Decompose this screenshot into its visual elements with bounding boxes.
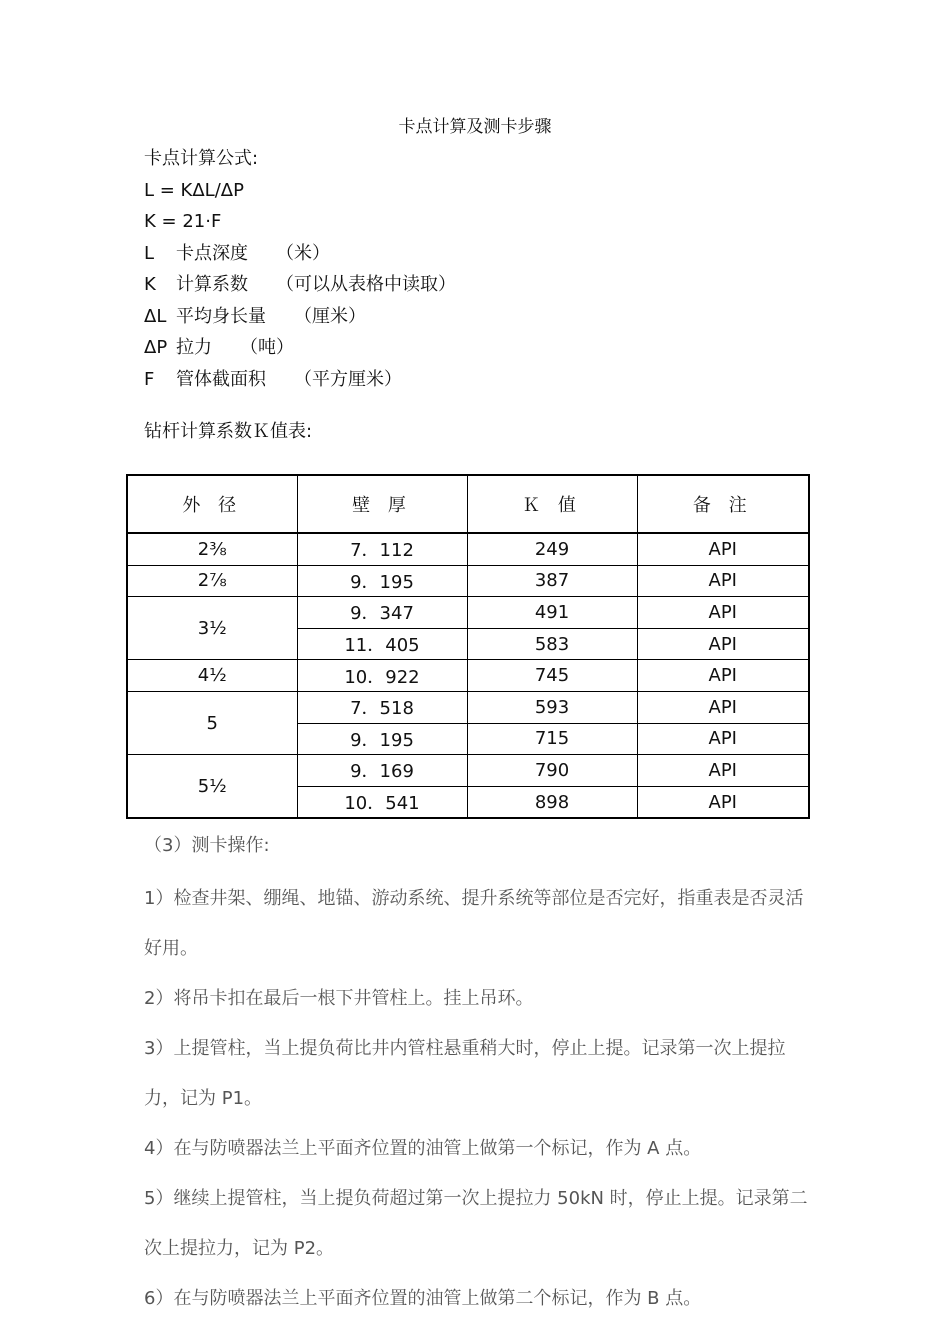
definition-symbol: ΔL [144, 305, 167, 327]
header-wall-thickness: 壁 厚 [297, 475, 467, 533]
definition-name: 平均身长量 [176, 305, 266, 327]
step-item: 6）在与防喷器法兰上平面齐位置的油管上做第二个标记，作为 B 点。 [144, 1288, 702, 1309]
cell-wall-thickness: 7．518 [297, 691, 467, 723]
definition-name: 卡点深度 [176, 242, 248, 264]
definition-symbol: ΔP [144, 337, 168, 358]
cell-remarks: API [637, 755, 809, 787]
cell-outer-diameter: 5½ [127, 755, 297, 819]
definition-row [144, 238, 824, 270]
cell-wall-thickness: 9．347 [297, 597, 467, 629]
cell-wall-thickness: 10．922 [297, 660, 467, 692]
definition-symbol: L [144, 242, 155, 264]
step-item: 2）将吊卡扣在最后一根下井管柱上。挂上吊环。 [144, 988, 534, 1009]
table-row [127, 755, 809, 787]
header-k-value: Ｋ 值 [467, 475, 637, 533]
header-remarks: 备 注 [637, 475, 809, 533]
definition-row [144, 301, 824, 333]
table-header-row [127, 475, 809, 533]
cell-wall-thickness: 9．195 [297, 565, 467, 597]
cell-remarks: API [637, 691, 809, 723]
table-caption: 钻杆计算系数Ｋ值表: [144, 421, 313, 442]
definition-unit: （米） [276, 242, 330, 264]
cell-k-value: 745 [467, 660, 637, 692]
cell-outer-diameter: 2⅞ [127, 565, 297, 597]
definition-symbol: K [144, 274, 156, 295]
definition-name: 管体截面积 [176, 368, 266, 390]
cell-k-value: 790 [467, 755, 637, 787]
cell-remarks: API [637, 597, 809, 629]
formula-heading: 卡点计算公式: [144, 148, 259, 169]
cell-remarks: API [637, 533, 809, 565]
cell-k-value: 898 [467, 786, 637, 818]
cell-remarks: API [637, 565, 809, 597]
steps-heading: （3）测卡操作: [144, 835, 270, 856]
definition-row [144, 364, 824, 396]
cell-wall-thickness: 9．169 [297, 755, 467, 787]
definition-unit: （吨） [240, 337, 294, 358]
cell-wall-thickness: 7．112 [297, 533, 467, 565]
cell-remarks: API [637, 786, 809, 818]
cell-k-value: 593 [467, 691, 637, 723]
table-row [127, 660, 809, 692]
definition-unit: （平方厘米） [294, 368, 402, 390]
step-item: 3）上提管柱，当上提负荷比井内管柱悬重稍大时，停止上提。记录第一次上提拉力，记为 P1。 [144, 1038, 786, 1109]
step-item: 4）在与防喷器法兰上平面齐位置的油管上做第一个标记，作为 A 点。 [144, 1138, 702, 1159]
header-outer-diameter: 外 径 [127, 475, 297, 533]
step-item: 1）检查井架、绷绳、地锚、游动系统、提升系统等部位是否完好，指重表是否灵活好用。 [144, 888, 804, 959]
step-item: 5）继续上提管柱，当上提负荷超过第一次上提拉力 50kN 时，停止上提。记录第二次上提拉力，记为 P2。 [144, 1188, 808, 1259]
cell-outer-diameter: 2⅜ [127, 533, 297, 565]
formula-stuck-point: L = KΔL/ΔP [144, 179, 244, 201]
definition-name: 计算系数 [176, 274, 248, 295]
cell-k-value: 491 [467, 597, 637, 629]
formula-coefficient: K = 21·F [144, 211, 222, 232]
table-row [127, 533, 809, 565]
definition-symbol: F [144, 368, 155, 390]
cell-k-value: 249 [467, 533, 637, 565]
definition-row [144, 269, 824, 301]
formula-section [144, 143, 824, 395]
cell-k-value: 387 [467, 565, 637, 597]
cell-outer-diameter: 3½ [127, 597, 297, 660]
table-row [127, 691, 809, 723]
definition-row [144, 332, 824, 364]
definition-name: 拉力 [176, 337, 212, 358]
cell-wall-thickness: 9．195 [297, 723, 467, 755]
cell-outer-diameter: 5 [127, 691, 297, 754]
definition-unit: （可以从表格中读取） [276, 274, 456, 295]
cell-wall-thickness: 10．541 [297, 786, 467, 818]
cell-k-value: 715 [467, 723, 637, 755]
cell-remarks: API [637, 660, 809, 692]
cell-remarks: API [637, 723, 809, 755]
page-title: 卡点计算及测卡步骤 [398, 117, 552, 137]
table-row [127, 597, 809, 629]
table-row [127, 565, 809, 597]
definition-unit: （厘米） [294, 305, 366, 327]
cell-outer-diameter: 4½ [127, 660, 297, 692]
cell-k-value: 583 [467, 628, 637, 660]
steps-section [144, 830, 814, 1324]
k-value-table [126, 474, 810, 819]
cell-wall-thickness: 11．405 [297, 628, 467, 660]
cell-remarks: API [637, 628, 809, 660]
